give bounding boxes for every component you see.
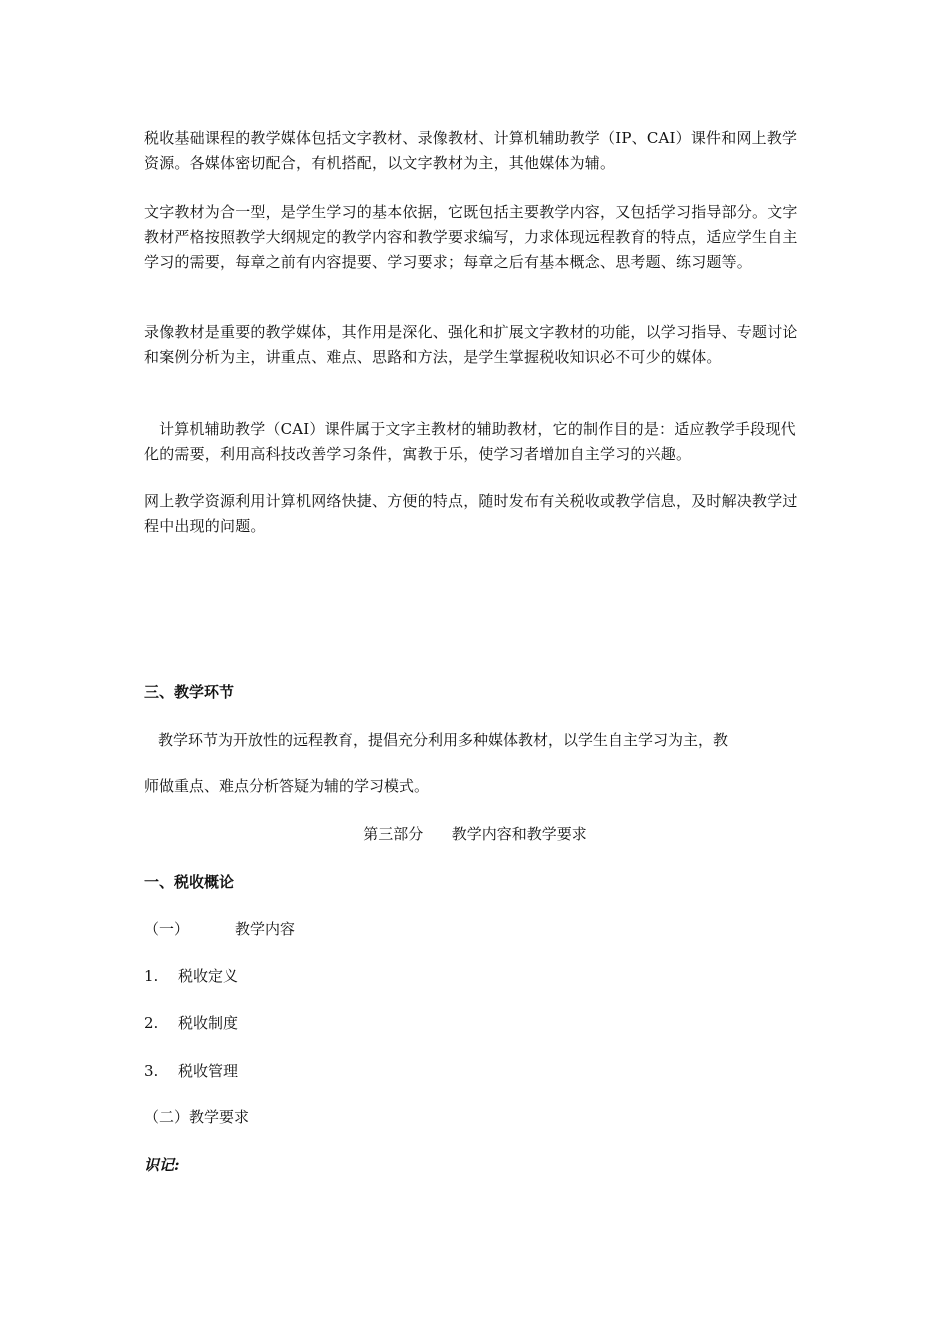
list-item-number: 3. [144, 1062, 159, 1080]
paragraph-cai-courseware: 计算机辅助教学（CAI）课件属于文字主教材的辅助教材，它的制作目的是：适应教学手段现代化的需要，利用高科技改善学习条件，寓教于乐，使学习者增加自主学习的兴趣。 [144, 420, 796, 463]
chapter-heading-tax-overview: 一、税收概论 [144, 873, 235, 891]
teaching-text-line2: 师做重点、难点分析答疑为辅的学习模式。 [144, 777, 430, 795]
subheading-label: 教学内容 [235, 920, 296, 938]
subheading-teaching-content [144, 918, 295, 940]
subheading-number: （一） [144, 920, 190, 938]
paragraph-media-overview: 税收基础课程的教学媒体包括文字教材、录像教材、计算机辅助教学（IP、CAI）课件和网上教学资源。各媒体密切配合，有机搭配，以文字教材为主，其他媒体为辅。 [144, 129, 798, 172]
part-three-title: 第三部分 教学内容和教学要求 [363, 825, 587, 843]
list-item-number: 1. [144, 967, 159, 985]
list-item-text: 税收定义 [178, 967, 239, 985]
list-item [144, 965, 238, 987]
paragraph-text-materials: 文字教材为合一型，是学生学习的基本依据，它既包括主要教学内容，又包括学习指导部分。文字教材严格按照教学大纲规定的教学内容和教学要求编写，力求体现远程教育的特点，适应学生自主学习的需要，每章之前有内容提要、学习要求；每章之后有基本概念、思考题、练习题等。 [144, 203, 798, 271]
list-item-number: 2. [144, 1014, 159, 1032]
section-heading-teaching: 三、教学环节 [144, 683, 235, 701]
teaching-text-line1: 教学环节为开放性的远程教育，提倡充分利用多种媒体教材，以学生自主学习为主，教 [158, 731, 729, 749]
list-item-text: 税收管理 [178, 1062, 239, 1080]
list-item [144, 1012, 238, 1034]
paragraph-online-resources: 网上教学资源利用计算机网络快捷、方便的特点，随时发布有关税收或教学信息，及时解决教学过程中出现的问题。 [144, 492, 798, 535]
memorize-label: 识记: [144, 1156, 180, 1174]
subheading-teaching-requirements: （二）教学要求 [144, 1108, 250, 1126]
list-item-text: 税收制度 [178, 1014, 239, 1032]
list-item [144, 1060, 238, 1082]
paragraph-video-materials: 录像教材是重要的教学媒体，其作用是深化、强化和扩展文字教材的功能，以学习指导、专题讨论和案例分析为主，讲重点、难点、思路和方法，是学生掌握税收知识必不可少的媒体。 [144, 323, 798, 366]
